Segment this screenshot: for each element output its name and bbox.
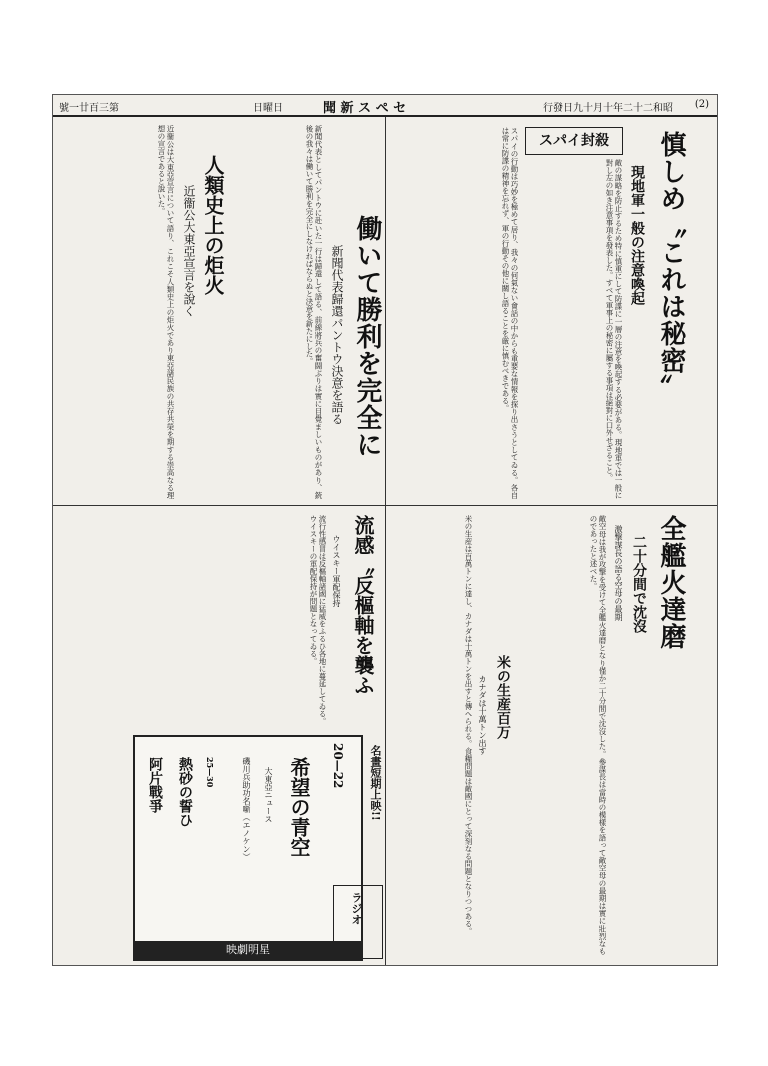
flu-subheadline: ウイスキー軍配保持 [332,535,341,607]
date-line: 行發日九十月十年二十二和昭 [543,103,673,114]
film1-title: 希望の青空 [287,757,311,857]
film2-date: 25—30 [205,757,215,788]
rice-headline: 米の生産百万 [495,655,511,739]
main-subheadline: 現地軍一般の注意喚起 [629,165,645,305]
victory-headline: 働いて勝利を完全に [352,215,382,458]
notice: 名畫短期上映!! [369,745,382,821]
theatre-name: 映劇明星 [135,941,361,959]
paper-title: 聞 新 ス ペ セ [323,101,407,116]
article-body: スパイの行動は巧妙を極めて居り、我々の何氣ない會話の中からも重要な情報を探り出さうとしてゐる。各自は常に防諜の精神を忘れず、軍の行動その他に關し語ることを厳に慎むべきである。 [501,127,519,499]
newspaper-page [52,94,718,966]
ship-headline: 全艦火達磨 [656,515,686,650]
article-body: 敵の謀略を防止するため特に慎重にして防諜に一層の注意を喚起する必要がある。現地軍では一般に對し左の如き注意事項を發表した。すべて軍事上の秘密に屬する事項は絕對に口外せざること。 [605,159,623,499]
page-number: (2) [694,99,709,110]
radio-box [333,885,383,959]
film2-subtitle: 阿片戰爭 [147,757,163,813]
film-ad [133,735,363,961]
history-subheadline: 近衞公大東亞宣言を說く [182,185,196,317]
ship-subheadline: 二十分間で沈沒 [631,535,647,633]
film1-date: 20—22 [331,743,345,789]
history-headline: 人類史上の炬火 [201,155,225,295]
main-headline: 慎しめ〝これは秘密〟 [656,131,686,401]
column-label: スパイ封殺 [539,133,609,149]
article-body: 米の生産は百萬トンに達し、カナダは十萬トンを出すと傳へられる。食糧問題は敵國にとって深刻なる問題となりつつある。 [464,515,473,935]
horizontal-divider [53,505,717,506]
radio-label: ラジオ [350,892,363,925]
film1-subtitle: 大東亞ニュース [264,767,273,823]
victory-subheadline: 新聞代表歸還パントウ決意を語る [330,245,344,425]
article-body: 流行性感冒は反樞軸諸國に猛威をふるひ各地に蔓延してゐる。ウイスキーの軍配保持が問題となってゐる。 [309,515,327,725]
rice-subheadline: カナダは十萬トン出す [478,675,487,755]
issue-number: 號一廿百三第 [59,103,119,114]
weekday: 日曜日 [253,103,283,114]
film2-title: 熱砂の誓ひ [177,757,193,827]
article-body: 近衞公は大東亞宣言について語り、これこそ人類史上の炬火であり東亞諸民族の共存共榮を期する崇高なる理想の宣言であると說いた。 [157,125,175,499]
flu-headline: 流感〝反樞軸を襲ふ [351,515,375,695]
ship-subheadline-2: 激撃謀長の語る空母の最期 [614,525,623,621]
masthead [53,95,717,117]
film1-cast: 磯川兵助功名噺（エノケン） [242,757,251,861]
article-body: 敵空母は我が攻撃を受けて全艦火達磨となり僅か二十分間で沈沒した。參謀長は當時の模樣を語って敵空母の最期は實に壯烈なものであったと述べた。 [589,515,607,955]
column-label-box [525,127,623,155]
article-body: 新聞代表としてパントウに赴いた一行は歸還して語る、前線將兵の奮闘ぶりは實に目覺ましいものがあり、銃後の我々は働いて勝利を完全にしなければならぬと決意を新たにした。 [305,125,323,499]
